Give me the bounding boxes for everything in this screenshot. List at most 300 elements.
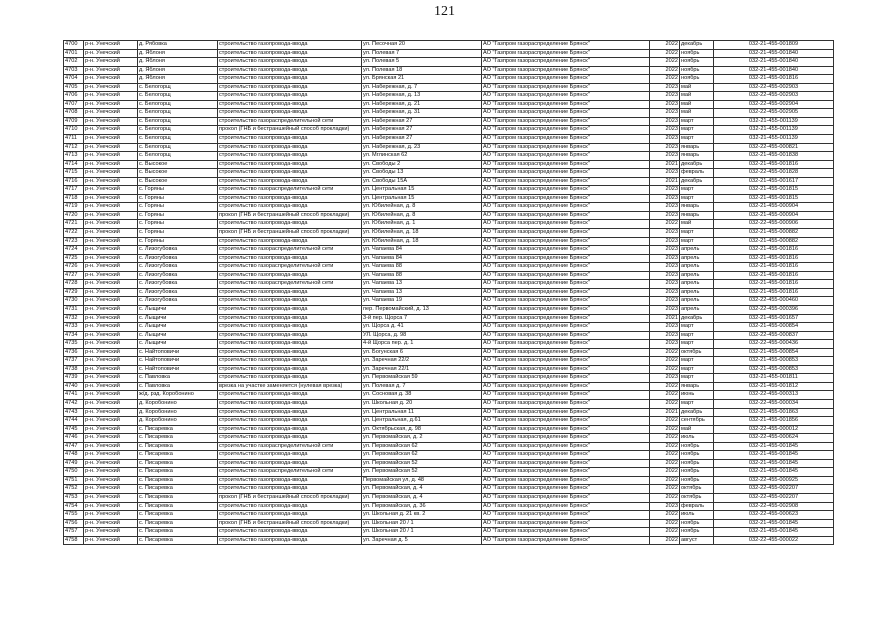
- month-cell: октябрь: [680, 348, 714, 357]
- month-cell: декабрь: [680, 408, 714, 417]
- organization-cell: АО "Газпром газораспределение Брянск": [482, 408, 650, 417]
- cadastral-number-cell: 032-21-455-001840: [714, 49, 834, 58]
- organization-cell: АО "Газпром газораспределение Брянск": [482, 58, 650, 67]
- organization-cell: АО "Газпром газораспределение Брянск": [482, 314, 650, 323]
- district-cell: р-н. Унечский: [84, 399, 138, 408]
- month-cell: июль: [680, 511, 714, 520]
- year-cell: 2023: [650, 211, 680, 220]
- table-row: [64, 382, 834, 391]
- row-number: 4705: [64, 83, 84, 92]
- cadastral-number-cell: 032-21-455-001845: [714, 442, 834, 451]
- work-type-cell: строительство газораспределительной сети: [218, 280, 362, 289]
- row-number: 4725: [64, 254, 84, 263]
- organization-cell: АО "Газпром газораспределение Брянск": [482, 485, 650, 494]
- row-number: 4722: [64, 229, 84, 238]
- work-type-cell: строительство газопровода-ввода: [218, 451, 362, 460]
- work-type-cell: врезка на участке заменяется (нулевая врезка): [218, 382, 362, 391]
- year-cell: 2022: [650, 348, 680, 357]
- district-cell: р-н. Унечский: [84, 109, 138, 118]
- settlement-cell: с. Белогорщ: [138, 92, 218, 101]
- year-cell: 2022: [650, 451, 680, 460]
- organization-cell: АО "Газпром газораспределение Брянск": [482, 160, 650, 169]
- address-cell: ул. Первомайская 59: [362, 374, 482, 383]
- month-cell: ноябрь: [680, 451, 714, 460]
- month-cell: апрель: [680, 305, 714, 314]
- cadastral-number-cell: 032-21-455-001840: [714, 66, 834, 75]
- work-type-cell: строительство газопровода-ввода: [218, 83, 362, 92]
- month-cell: март: [680, 365, 714, 374]
- settlement-cell: с. Белогорщ: [138, 83, 218, 92]
- cadastral-number-cell: 032-21-455-001838: [714, 152, 834, 161]
- year-cell: 2022: [650, 519, 680, 528]
- address-cell: ул. Свободы 15А: [362, 177, 482, 186]
- month-cell: апрель: [680, 288, 714, 297]
- district-cell: р-н. Унечский: [84, 100, 138, 109]
- district-cell: р-н. Унечский: [84, 519, 138, 528]
- work-type-cell: строительство газопровода-ввода: [218, 408, 362, 417]
- table-row: [64, 340, 834, 349]
- address-cell: ул. Щорса д. 41: [362, 323, 482, 332]
- settlement-cell: с. Лыщичи: [138, 340, 218, 349]
- settlement-cell: д. Коробонино: [138, 399, 218, 408]
- settlement-cell: с. Горяны: [138, 220, 218, 229]
- address-cell: ул. Чапаева 19: [362, 297, 482, 306]
- address-cell: пер. Первомайский, д. 13: [362, 305, 482, 314]
- organization-cell: АО "Газпром газораспределение Брянск": [482, 323, 650, 332]
- work-type-cell: прокол (ГНБ и бестраншейный способ прокладки): [218, 229, 362, 238]
- table-row: [64, 186, 834, 195]
- table-row: [64, 177, 834, 186]
- district-cell: р-н. Унечский: [84, 288, 138, 297]
- work-type-cell: строительство газопровода-ввода: [218, 323, 362, 332]
- table-row: [64, 442, 834, 451]
- row-number: 4732: [64, 314, 84, 323]
- row-number: 4709: [64, 117, 84, 126]
- month-cell: март: [680, 194, 714, 203]
- year-cell: 2023: [650, 297, 680, 306]
- district-cell: р-н. Унечский: [84, 536, 138, 545]
- month-cell: май: [680, 100, 714, 109]
- month-cell: октябрь: [680, 485, 714, 494]
- year-cell: 2023: [650, 271, 680, 280]
- address-cell: ул. Первомайская 52: [362, 468, 482, 477]
- table-row: [64, 357, 834, 366]
- organization-cell: АО "Газпром газораспределение Брянск": [482, 194, 650, 203]
- table-row: [64, 66, 834, 75]
- work-type-cell: строительство газопровода-ввода: [218, 374, 362, 383]
- address-cell: ул. Полевая 7: [362, 49, 482, 58]
- month-cell: февраль: [680, 169, 714, 178]
- year-cell: 2023: [650, 237, 680, 246]
- cadastral-number-cell: 032-21-455-001812: [714, 382, 834, 391]
- address-cell: ул. Заречная 22/1: [362, 365, 482, 374]
- settlement-cell: с. Писаревка: [138, 451, 218, 460]
- year-cell: 2022: [650, 425, 680, 434]
- table-row: [64, 109, 834, 118]
- month-cell: март: [680, 340, 714, 349]
- address-cell: ул. Школьная 20 / 1: [362, 519, 482, 528]
- work-type-cell: строительство газопровода-ввода: [218, 271, 362, 280]
- table-row: [64, 280, 834, 289]
- cadastral-number-cell: 032-22-455-000034: [714, 399, 834, 408]
- address-cell: ул. Набережная, д. 21: [362, 100, 482, 109]
- table-row: [64, 493, 834, 502]
- work-type-cell: строительство газораспределительной сети: [218, 263, 362, 272]
- district-cell: р-н. Унечский: [84, 126, 138, 135]
- address-cell: ул. Песочная 20: [362, 41, 482, 50]
- row-number: 4712: [64, 143, 84, 152]
- works-table: [63, 40, 834, 545]
- work-type-cell: строительство газопровода-ввода: [218, 220, 362, 229]
- settlement-cell: с. Лизогубовка: [138, 297, 218, 306]
- month-cell: ноябрь: [680, 442, 714, 451]
- district-cell: р-н. Унечский: [84, 246, 138, 255]
- settlement-cell: с. Писаревка: [138, 425, 218, 434]
- organization-cell: АО "Газпром газораспределение Брянск": [482, 246, 650, 255]
- row-number: 4733: [64, 323, 84, 332]
- district-cell: р-н. Унечский: [84, 177, 138, 186]
- settlement-cell: с. Лизогубовка: [138, 271, 218, 280]
- organization-cell: АО "Газпром газораспределение Брянск": [482, 254, 650, 263]
- work-type-cell: строительство газопровода-ввода: [218, 288, 362, 297]
- address-cell: 3-й пер. Щорса 7: [362, 314, 482, 323]
- cadastral-number-cell: 032-22-455-000313: [714, 391, 834, 400]
- row-number: 4747: [64, 442, 84, 451]
- organization-cell: АО "Газпром газораспределение Брянск": [482, 271, 650, 280]
- table-row: [64, 220, 834, 229]
- year-cell: 2022: [650, 357, 680, 366]
- cadastral-number-cell: 032-22-455-000925: [714, 476, 834, 485]
- row-number: 4753: [64, 493, 84, 502]
- work-type-cell: строительство газопровода-ввода: [218, 75, 362, 84]
- address-cell: ул. Центральная 11: [362, 408, 482, 417]
- address-cell: ул. Школьная д. 20: [362, 399, 482, 408]
- address-cell: ул. Свободы 13: [362, 169, 482, 178]
- organization-cell: АО "Газпром газораспределение Брянск": [482, 528, 650, 537]
- address-cell: ул. Чапаева 13: [362, 288, 482, 297]
- table-row: [64, 348, 834, 357]
- month-cell: март: [680, 135, 714, 144]
- organization-cell: АО "Газпром газораспределение Брянск": [482, 109, 650, 118]
- address-cell: ул. Первомайская 62: [362, 451, 482, 460]
- address-cell: ул. Набережная, д. 7: [362, 83, 482, 92]
- table-row: [64, 451, 834, 460]
- settlement-cell: с. Белогорщ: [138, 126, 218, 135]
- district-cell: р-н. Унечский: [84, 160, 138, 169]
- table-row: [64, 246, 834, 255]
- month-cell: ноябрь: [680, 75, 714, 84]
- settlement-cell: д. Яблоня: [138, 58, 218, 67]
- work-type-cell: строительство газопровода-ввода: [218, 41, 362, 50]
- year-cell: 2023: [650, 83, 680, 92]
- cadastral-number-cell: 032-21-455-001811: [714, 374, 834, 383]
- organization-cell: АО "Газпром газораспределение Брянск": [482, 211, 650, 220]
- cadastral-number-cell: 032-21-455-001845: [714, 468, 834, 477]
- month-cell: апрель: [680, 271, 714, 280]
- organization-cell: АО "Газпром газораспределение Брянск": [482, 382, 650, 391]
- organization-cell: АО "Газпром газораспределение Брянск": [482, 493, 650, 502]
- month-cell: ноябрь: [680, 519, 714, 528]
- year-cell: 2023: [650, 186, 680, 195]
- organization-cell: АО "Газпром газораспределение Брянск": [482, 143, 650, 152]
- row-number: 4718: [64, 194, 84, 203]
- address-cell: ул. Первомайская 52: [362, 459, 482, 468]
- organization-cell: АО "Газпром газораспределение Брянск": [482, 263, 650, 272]
- row-number: 4757: [64, 528, 84, 537]
- settlement-cell: с. Писаревка: [138, 511, 218, 520]
- work-type-cell: строительство газопровода-ввода: [218, 314, 362, 323]
- month-cell: май: [680, 83, 714, 92]
- address-cell: ул. Заречная д. 5: [362, 536, 482, 545]
- district-cell: р-н. Унечский: [84, 451, 138, 460]
- cadastral-number-cell: 032-22-455-002903: [714, 92, 834, 101]
- settlement-cell: с. Белогорщ: [138, 100, 218, 109]
- address-cell: ул. Мглинская 62: [362, 152, 482, 161]
- organization-cell: АО "Газпром газораспределение Брянск": [482, 49, 650, 58]
- year-cell: 2022: [650, 58, 680, 67]
- organization-cell: АО "Газпром газораспределение Брянск": [482, 41, 650, 50]
- year-cell: 2023: [650, 502, 680, 511]
- organization-cell: АО "Газпром газораспределение Брянск": [482, 502, 650, 511]
- settlement-cell: с. Писаревка: [138, 493, 218, 502]
- address-cell: ул. Центральная, д.61: [362, 417, 482, 426]
- organization-cell: АО "Газпром газораспределение Брянск": [482, 511, 650, 520]
- district-cell: р-н. Унечский: [84, 211, 138, 220]
- cadastral-number-cell: 032-22-455-002207: [714, 485, 834, 494]
- table-row: [64, 160, 834, 169]
- table-row: [64, 408, 834, 417]
- row-number: 4706: [64, 92, 84, 101]
- work-type-cell: строительство газопровода-ввода: [218, 160, 362, 169]
- row-number: 4711: [64, 135, 84, 144]
- month-cell: март: [680, 186, 714, 195]
- organization-cell: АО "Газпром газораспределение Брянск": [482, 434, 650, 443]
- row-number: 4724: [64, 246, 84, 255]
- table-row: [64, 117, 834, 126]
- table-row: [64, 536, 834, 545]
- district-cell: р-н. Унечский: [84, 280, 138, 289]
- month-cell: ноябрь: [680, 66, 714, 75]
- settlement-cell: с. Белогорщ: [138, 143, 218, 152]
- work-type-cell: строительство газопровода-ввода: [218, 365, 362, 374]
- month-cell: январь: [680, 203, 714, 212]
- district-cell: р-н. Унечский: [84, 391, 138, 400]
- cadastral-number-cell: 032-21-455-000882: [714, 237, 834, 246]
- table-row: [64, 58, 834, 67]
- month-cell: декабрь: [680, 177, 714, 186]
- year-cell: 2023: [650, 331, 680, 340]
- work-type-cell: строительство газораспределительной сети: [218, 468, 362, 477]
- work-type-cell: строительство газопровода-ввода: [218, 109, 362, 118]
- cadastral-number-cell: 032-21-455-001139: [714, 135, 834, 144]
- table-row: [64, 314, 834, 323]
- district-cell: р-н. Унечский: [84, 49, 138, 58]
- row-number: 4741: [64, 391, 84, 400]
- year-cell: 2023: [650, 229, 680, 238]
- address-cell: УЛ. Щорса, д. 98: [362, 331, 482, 340]
- row-number: 4756: [64, 519, 84, 528]
- district-cell: р-н. Унечский: [84, 135, 138, 144]
- row-number: 4758: [64, 536, 84, 545]
- address-cell: ул. Набережная, д. 23: [362, 143, 482, 152]
- work-type-cell: строительство газопровода-ввода: [218, 331, 362, 340]
- settlement-cell: с. Горяны: [138, 211, 218, 220]
- settlement-cell: с. Писаревка: [138, 476, 218, 485]
- work-type-cell: строительство газопровода-ввода: [218, 536, 362, 545]
- address-cell: ул. Чапаева 84: [362, 246, 482, 255]
- cadastral-number-cell: 032-21-455-001815: [714, 186, 834, 195]
- settlement-cell: с. Павловка: [138, 382, 218, 391]
- cadastral-number-cell: 032-21-455-001845: [714, 528, 834, 537]
- year-cell: 2022: [650, 536, 680, 545]
- table-row: [64, 83, 834, 92]
- address-cell: ул. Набережная 27: [362, 135, 482, 144]
- settlement-cell: с. Лизогубовка: [138, 246, 218, 255]
- month-cell: апрель: [680, 297, 714, 306]
- row-number: 4714: [64, 160, 84, 169]
- table-row: [64, 511, 834, 520]
- settlement-cell: с. Писаревка: [138, 485, 218, 494]
- organization-cell: АО "Газпром газораспределение Брянск": [482, 348, 650, 357]
- settlement-cell: с. Лыщичи: [138, 314, 218, 323]
- month-cell: ноябрь: [680, 58, 714, 67]
- table-row: [64, 468, 834, 477]
- month-cell: июль: [680, 434, 714, 443]
- organization-cell: АО "Газпром газораспределение Брянск": [482, 169, 650, 178]
- district-cell: р-н. Унечский: [84, 254, 138, 263]
- work-type-cell: строительство газопровода-ввода: [218, 417, 362, 426]
- work-type-cell: строительство газопровода-ввода: [218, 49, 362, 58]
- row-number: 4739: [64, 374, 84, 383]
- work-type-cell: прокол (ГНБ и бестраншейный способ прокладки): [218, 519, 362, 528]
- address-cell: ул. Октябрьская, д. 98: [362, 425, 482, 434]
- month-cell: ноябрь: [680, 49, 714, 58]
- district-cell: р-н. Унечский: [84, 220, 138, 229]
- month-cell: март: [680, 357, 714, 366]
- cadastral-number-cell: 032-21-455-001845: [714, 519, 834, 528]
- work-type-cell: строительство газопровода-ввода: [218, 143, 362, 152]
- year-cell: 2021: [650, 408, 680, 417]
- organization-cell: АО "Газпром газораспределение Брянск": [482, 203, 650, 212]
- organization-cell: АО "Газпром газораспределение Брянск": [482, 177, 650, 186]
- cadastral-number-cell: 032-21-455-001816: [714, 271, 834, 280]
- table-row: [64, 203, 834, 212]
- table-row: [64, 75, 834, 84]
- cadastral-number-cell: 032-21-455-001139: [714, 126, 834, 135]
- address-cell: 4-й Щорса пер. д. 1: [362, 340, 482, 349]
- settlement-cell: с. Писаревка: [138, 536, 218, 545]
- settlement-cell: с. Белогорщ: [138, 135, 218, 144]
- year-cell: 2022: [650, 417, 680, 426]
- year-cell: 2022: [650, 75, 680, 84]
- work-type-cell: строительство газопровода-ввода: [218, 194, 362, 203]
- work-type-cell: строительство газопровода-ввода: [218, 340, 362, 349]
- organization-cell: АО "Газпром газораспределение Брянск": [482, 391, 650, 400]
- row-number: 4749: [64, 459, 84, 468]
- district-cell: р-н. Унечский: [84, 237, 138, 246]
- work-type-cell: строительство газораспределительной сети: [218, 117, 362, 126]
- cadastral-number-cell: 032-22-455-002908: [714, 502, 834, 511]
- work-type-cell: строительство газопровода-ввода: [218, 476, 362, 485]
- row-number: 4740: [64, 382, 84, 391]
- cadastral-number-cell: 032-22-455-000012: [714, 425, 834, 434]
- organization-cell: АО "Газпром газораспределение Брянск": [482, 135, 650, 144]
- organization-cell: АО "Газпром газораспределение Брянск": [482, 536, 650, 545]
- month-cell: декабрь: [680, 160, 714, 169]
- year-cell: 2022: [650, 49, 680, 58]
- work-type-cell: строительство газопровода-ввода: [218, 434, 362, 443]
- table-row: [64, 391, 834, 400]
- cadastral-number-cell: 032-22-455-000906: [714, 220, 834, 229]
- table-row: [64, 135, 834, 144]
- month-cell: сентябрь: [680, 417, 714, 426]
- organization-cell: АО "Газпром газораспределение Брянск": [482, 468, 650, 477]
- month-cell: апрель: [680, 280, 714, 289]
- row-number: 4716: [64, 177, 84, 186]
- district-cell: р-н. Унечский: [84, 374, 138, 383]
- year-cell: 2022: [650, 66, 680, 75]
- year-cell: 2023: [650, 288, 680, 297]
- cadastral-number-cell: 032-22-455-002905: [714, 109, 834, 118]
- organization-cell: АО "Газпром газораспределение Брянск": [482, 340, 650, 349]
- address-cell: ул. Юбилейная, д. 8: [362, 203, 482, 212]
- year-cell: 2022: [650, 382, 680, 391]
- table-row: [64, 305, 834, 314]
- settlement-cell: с. Лыщичи: [138, 323, 218, 332]
- settlement-cell: с. Писаревка: [138, 502, 218, 511]
- table-row: [64, 459, 834, 468]
- work-type-cell: строительство газопровода-ввода: [218, 135, 362, 144]
- cadastral-number-cell: 032-21-455-000854: [714, 323, 834, 332]
- month-cell: январь: [680, 143, 714, 152]
- table-row: [64, 194, 834, 203]
- district-cell: р-н. Унечский: [84, 442, 138, 451]
- address-cell: ул. Набережная, д. 13: [362, 92, 482, 101]
- settlement-cell: с. Писаревка: [138, 442, 218, 451]
- month-cell: март: [680, 229, 714, 238]
- cadastral-number-cell: 032-21-455-001816: [714, 160, 834, 169]
- month-cell: март: [680, 399, 714, 408]
- row-number: 4743: [64, 408, 84, 417]
- table-row: [64, 288, 834, 297]
- year-cell: 2023: [650, 126, 680, 135]
- work-type-cell: строительство газопровода-ввода: [218, 459, 362, 468]
- cadastral-number-cell: 032-21-455-001863: [714, 408, 834, 417]
- cadastral-number-cell: 032-21-455-001845: [714, 459, 834, 468]
- row-number: 4720: [64, 211, 84, 220]
- organization-cell: АО "Газпром газораспределение Брянск": [482, 451, 650, 460]
- district-cell: р-н. Унечский: [84, 263, 138, 272]
- address-cell: ул. Набережная, д. 31: [362, 109, 482, 118]
- row-number: 4703: [64, 66, 84, 75]
- row-number: 4719: [64, 203, 84, 212]
- district-cell: р-н. Унечский: [84, 297, 138, 306]
- month-cell: март: [680, 117, 714, 126]
- year-cell: 2023: [650, 254, 680, 263]
- settlement-cell: с. Белогорщ: [138, 109, 218, 118]
- year-cell: 2023: [650, 246, 680, 255]
- year-cell: 2022: [650, 220, 680, 229]
- organization-cell: АО "Газпром газораспределение Брянск": [482, 459, 650, 468]
- cadastral-number-cell: 032-22-455-000837: [714, 331, 834, 340]
- address-cell: ул. Первомайская, д. 4: [362, 485, 482, 494]
- year-cell: 2022: [650, 493, 680, 502]
- row-number: 4736: [64, 348, 84, 357]
- settlement-cell: с. Высокое: [138, 177, 218, 186]
- work-type-cell: строительство газопровода-ввода: [218, 425, 362, 434]
- address-cell: ул. Юбилейная, д. 8: [362, 211, 482, 220]
- address-cell: ул. Заречная 22/2: [362, 357, 482, 366]
